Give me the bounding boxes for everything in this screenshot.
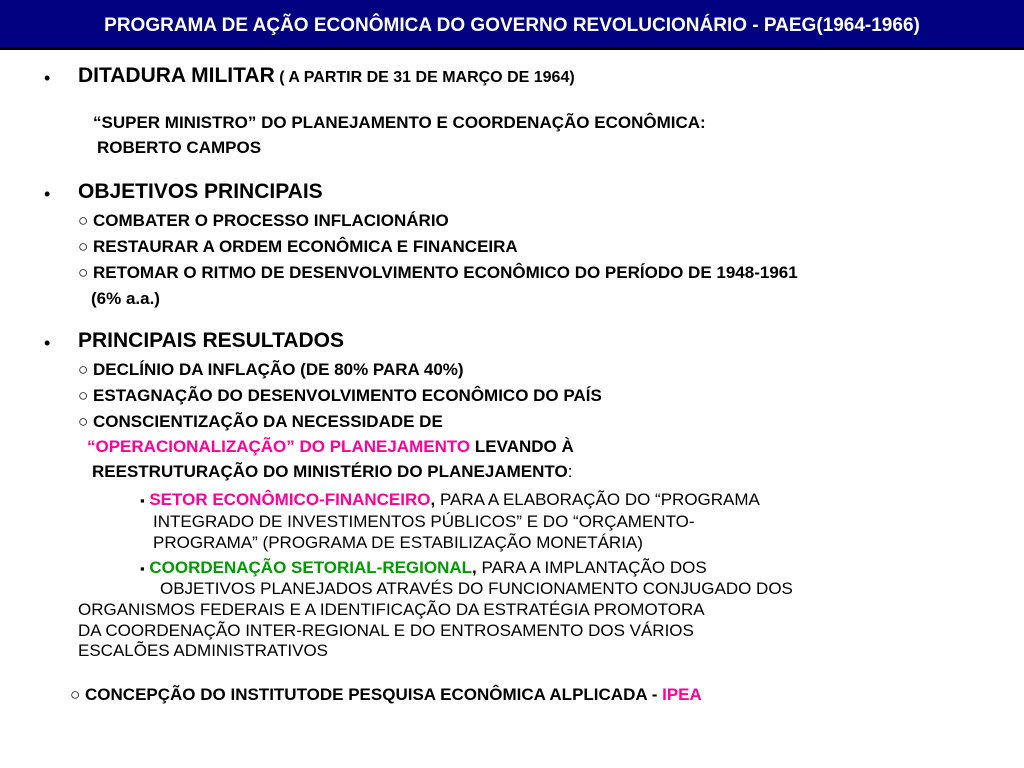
ipea-highlight: IPEA (662, 685, 702, 704)
circle-icon: ○ (78, 360, 89, 379)
resultado-text: DECLÍNIO DA INFLAÇÃO (DE 80% PARA 40%) (93, 360, 464, 379)
objetivo-text: RESTAURAR A ORDEM ECONÔMICA E FINANCEIRA (93, 237, 518, 256)
coord-text: PARA A IMPLANTAÇÃO DOS (481, 558, 707, 577)
setor-line-2: INTEGRADO DE INVESTIMENTOS PÚBLICOS” E DO “ORÇAMENTO- (153, 512, 695, 531)
coord-comma: , (472, 558, 477, 577)
setor-label: SETOR ECONÔMICO-FINANCEIRO (149, 490, 431, 509)
ditadura-heading: DITADURA MILITAR (78, 64, 275, 87)
reestruturacao-text: REESTRUTURAÇÃO DO MINISTÉRIO DO PLANEJAMENTO (92, 462, 568, 481)
resultado-text: ESTAGNAÇÃO DO DESENVOLVIMENTO ECONÔMICO DO PAÍS (93, 386, 602, 405)
super-ministro-line: “SUPER MINISTRO” DO PLANEJAMENTO E COORDENAÇÃO ECONÔMICA: (93, 113, 706, 132)
square-bullet-icon: ▪ (140, 493, 145, 508)
circle-icon: ○ (78, 263, 89, 282)
objetivo-item-3-cont: (6% a.a.) (91, 289, 160, 308)
bullet-dot: • (44, 184, 51, 204)
circle-icon: ○ (78, 211, 89, 230)
setor-comma: , (430, 490, 436, 509)
coord-line-3: ORGANISMOS FEDERAIS E A IDENTIFICAÇÃO DA ESTRATÉGIA PROMOTORA (78, 600, 705, 619)
setor-text: PARA A ELABORAÇÃO DO “PROGRAMA (439, 490, 760, 509)
objetivos-heading: OBJETIVOS PRINCIPAIS (78, 180, 323, 203)
coord-line-5: ESCALÕES ADMINISTRATIVOS (78, 641, 329, 660)
objetivo-item-1 (78, 211, 449, 231)
resultado-item-2 (78, 386, 602, 406)
reestruturacao-line (92, 462, 572, 482)
setor-line-1 (140, 490, 760, 510)
circle-icon: ○ (70, 685, 81, 704)
objetivo-text: COMBATER O PROCESSO INFLACIONÁRIO (93, 211, 449, 230)
section-ditadura (78, 64, 575, 88)
coord-line-2: OBJETIVOS PLANEJADOS ATRAVÉS DO FUNCIONAMENTO CONJUGADO DOS (160, 579, 793, 598)
ditadura-note: ( A PARTIR DE 31 DE MARÇO DE 1964) (279, 69, 575, 86)
coord-label: COORDENAÇÃO SETORIAL-REGIONAL (149, 558, 473, 577)
operacionalizacao-line (87, 437, 574, 457)
bullet-dot: • (44, 68, 51, 88)
ipea-line (70, 685, 702, 705)
circle-icon: ○ (78, 237, 89, 256)
objetivo-text: RETOMAR O RITMO DE DESENVOLVIMENTO ECONÔMICO DO PERÍODO DE 1948-1961 (93, 263, 798, 282)
objetivo-item-3 (78, 263, 798, 283)
objetivo-item-2 (78, 237, 518, 257)
circle-icon: ○ (78, 412, 89, 431)
roberto-campos-line: ROBERTO CAMPOS (97, 138, 262, 157)
coord-line-1 (140, 558, 707, 578)
resultados-heading: PRINCIPAIS RESULTADOS (78, 329, 345, 352)
circle-icon: ○ (78, 386, 89, 405)
resultado-item-1 (78, 360, 464, 380)
resultado-text: CONSCIENTIZAÇÃO DA NECESSIDADE DE (93, 412, 443, 431)
operacionalizacao-highlight: “OPERACIONALIZAÇÃO” DO PLANEJAMENTO (87, 437, 471, 456)
reestruturacao-colon: : (567, 462, 573, 481)
ipea-text: CONCEPÇÃO DO INSTITUTODE PESQUISA ECONÔMICA ALPLICADA - (85, 685, 658, 704)
coord-line-4: DA COORDENAÇÃO INTER-REGIONAL E DO ENTROSAMENTO DOS VÁRIOS (78, 621, 694, 640)
setor-line-3: PROGRAMA” (PROGRAMA DE ESTABILIZAÇÃO MONETÁRIA) (153, 533, 643, 552)
resultado-item-3 (78, 412, 443, 432)
title-bar (0, 0, 1024, 50)
square-bullet-icon: ▪ (140, 561, 145, 576)
bullet-dot: • (44, 333, 51, 353)
operacionalizacao-rest: LEVANDO À (474, 437, 574, 456)
slide-title: PROGRAMA DE AÇÃO ECONÔMICA DO GOVERNO REVOLUCIONÁRIO - PAEG(1964-1966) (104, 15, 920, 36)
